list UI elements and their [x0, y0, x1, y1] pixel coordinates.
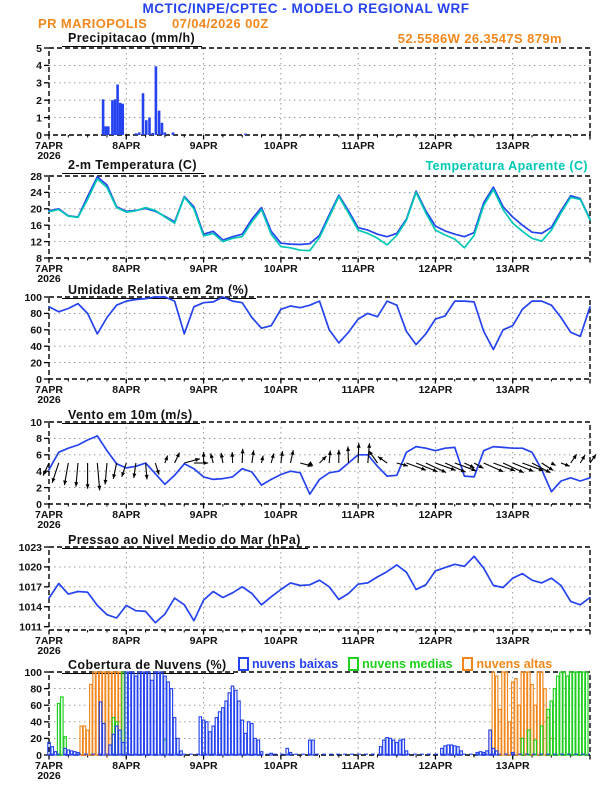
panel-title-temperature: 2-m Temperatura (C) — [62, 158, 204, 174]
svg-text:1023: 1023 — [18, 541, 42, 554]
svg-text:13APR: 13APR — [495, 509, 530, 521]
svg-text:2026: 2026 — [37, 770, 61, 782]
svg-text:20: 20 — [30, 203, 42, 216]
svg-text:13APR: 13APR — [495, 263, 530, 275]
svg-text:0: 0 — [36, 129, 42, 142]
panel-title-wind: Vento em 10m (m/s) — [62, 408, 200, 424]
svg-text:2: 2 — [36, 95, 42, 107]
model-run-datetime: 07/04/2026 00Z — [172, 16, 269, 31]
svg-text:13APR: 13APR — [495, 140, 530, 152]
svg-text:60: 60 — [30, 324, 42, 337]
svg-text:12APR: 12APR — [418, 635, 453, 647]
panel-precipitation — [35, 43, 590, 162]
svg-text:8: 8 — [36, 252, 42, 265]
svg-text:10APR: 10APR — [263, 635, 298, 647]
svg-text:2026: 2026 — [37, 150, 61, 162]
svg-text:12APR: 12APR — [418, 509, 453, 521]
panel-relative-humidity-2m — [24, 292, 590, 406]
svg-text:8APR: 8APR — [112, 760, 141, 772]
svg-text:80: 80 — [30, 308, 42, 321]
svg-text:9APR: 9APR — [189, 384, 218, 396]
svg-text:1014: 1014 — [18, 601, 42, 614]
svg-text:16: 16 — [30, 220, 42, 232]
svg-text:0: 0 — [36, 373, 42, 386]
panel-wind-10m — [30, 417, 596, 531]
svg-text:9APR: 9APR — [189, 140, 218, 152]
svg-text:40: 40 — [30, 341, 42, 353]
station-name: PR MARIOPOLIS — [38, 16, 148, 31]
svg-text:12APR: 12APR — [418, 263, 453, 275]
svg-text:0: 0 — [36, 749, 42, 762]
svg-text:2026: 2026 — [37, 519, 61, 531]
svg-text:4: 4 — [36, 466, 42, 478]
panel-title-precipitation: Precipitacao (mm/h) — [62, 31, 202, 47]
svg-text:11APR: 11APR — [341, 635, 375, 647]
svg-text:20: 20 — [30, 733, 42, 746]
svg-text:2026: 2026 — [37, 273, 61, 285]
panel-title-cloud-cover: Cobertura de Nuvens (%) — [62, 658, 234, 674]
svg-text:8: 8 — [36, 433, 42, 446]
svg-text:10APR: 10APR — [263, 509, 298, 521]
svg-text:7APR: 7APR — [34, 760, 64, 772]
svg-text:11APR: 11APR — [341, 760, 375, 772]
panel-title-pressure: Pressao ao Nivel Medio do Mar (hPa) — [62, 533, 308, 549]
panel-mean-sea-level-pressure — [19, 542, 590, 657]
svg-text:8APR: 8APR — [112, 509, 141, 521]
svg-text:9APR: 9APR — [189, 635, 218, 647]
svg-text:80: 80 — [30, 683, 42, 696]
svg-text:1011: 1011 — [19, 621, 42, 634]
svg-text:10: 10 — [30, 416, 42, 429]
svg-text:9APR: 9APR — [189, 760, 218, 772]
legend-label-mid-clouds: nuvens medias — [362, 657, 453, 671]
svg-text:1017: 1017 — [18, 581, 42, 594]
svg-text:13APR: 13APR — [495, 384, 530, 396]
svg-text:28: 28 — [30, 170, 42, 183]
svg-text:10APR: 10APR — [263, 263, 298, 275]
legend-label-low-clouds: nuvens baixas — [252, 657, 339, 671]
svg-text:1: 1 — [36, 112, 42, 125]
svg-text:13APR: 13APR — [495, 635, 530, 647]
svg-text:0: 0 — [36, 498, 42, 511]
svg-text:24: 24 — [30, 187, 42, 200]
svg-text:2026: 2026 — [37, 645, 61, 657]
svg-text:11APR: 11APR — [341, 140, 375, 152]
svg-text:4: 4 — [36, 60, 42, 73]
svg-text:10APR: 10APR — [263, 384, 298, 396]
svg-text:12APR: 12APR — [418, 384, 453, 396]
svg-text:60: 60 — [30, 700, 42, 712]
svg-text:8APR: 8APR — [112, 140, 141, 152]
svg-text:12APR: 12APR — [418, 140, 453, 152]
svg-text:11APR: 11APR — [341, 384, 375, 396]
apparent-temperature-label: Temperatura Aparente (C) — [425, 159, 588, 173]
svg-text:3: 3 — [36, 77, 42, 90]
svg-text:12APR: 12APR — [418, 760, 453, 772]
svg-text:7APR: 7APR — [34, 263, 64, 275]
legend-label-high-clouds: nuvens altas — [476, 657, 553, 671]
station-coordinates: 52.5586W 26.3547S 879m — [397, 31, 562, 46]
svg-text:7APR: 7APR — [34, 140, 64, 152]
svg-text:9APR: 9APR — [189, 263, 218, 275]
svg-text:100: 100 — [24, 666, 42, 679]
svg-text:12: 12 — [30, 236, 42, 249]
svg-text:7APR: 7APR — [34, 384, 64, 396]
panel-title-humidity: Umidade Relativa em 2m (%) — [62, 283, 256, 299]
svg-text:5: 5 — [36, 42, 42, 55]
svg-text:10APR: 10APR — [263, 760, 298, 772]
page-title: MCTIC/INPE/CPTEC - MODELO REGIONAL WRF — [142, 1, 470, 16]
svg-text:7APR: 7APR — [34, 635, 64, 647]
svg-text:20: 20 — [30, 357, 42, 370]
svg-text:6: 6 — [36, 449, 42, 462]
svg-text:10APR: 10APR — [263, 140, 298, 152]
svg-text:1020: 1020 — [18, 561, 42, 574]
svg-text:8APR: 8APR — [112, 384, 141, 396]
panel-temperature-2m — [30, 171, 590, 285]
svg-text:11APR: 11APR — [341, 509, 375, 521]
svg-text:11APR: 11APR — [341, 263, 375, 275]
svg-text:9APR: 9APR — [189, 509, 218, 521]
svg-text:8APR: 8APR — [112, 263, 141, 275]
svg-text:8APR: 8APR — [112, 635, 141, 647]
svg-text:2: 2 — [36, 482, 42, 495]
svg-text:2026: 2026 — [37, 394, 61, 406]
svg-text:7APR: 7APR — [34, 509, 64, 521]
svg-text:100: 100 — [24, 291, 42, 304]
svg-text:40: 40 — [30, 716, 42, 729]
svg-text:13APR: 13APR — [495, 760, 530, 772]
panel-cloud-cover — [24, 667, 590, 782]
